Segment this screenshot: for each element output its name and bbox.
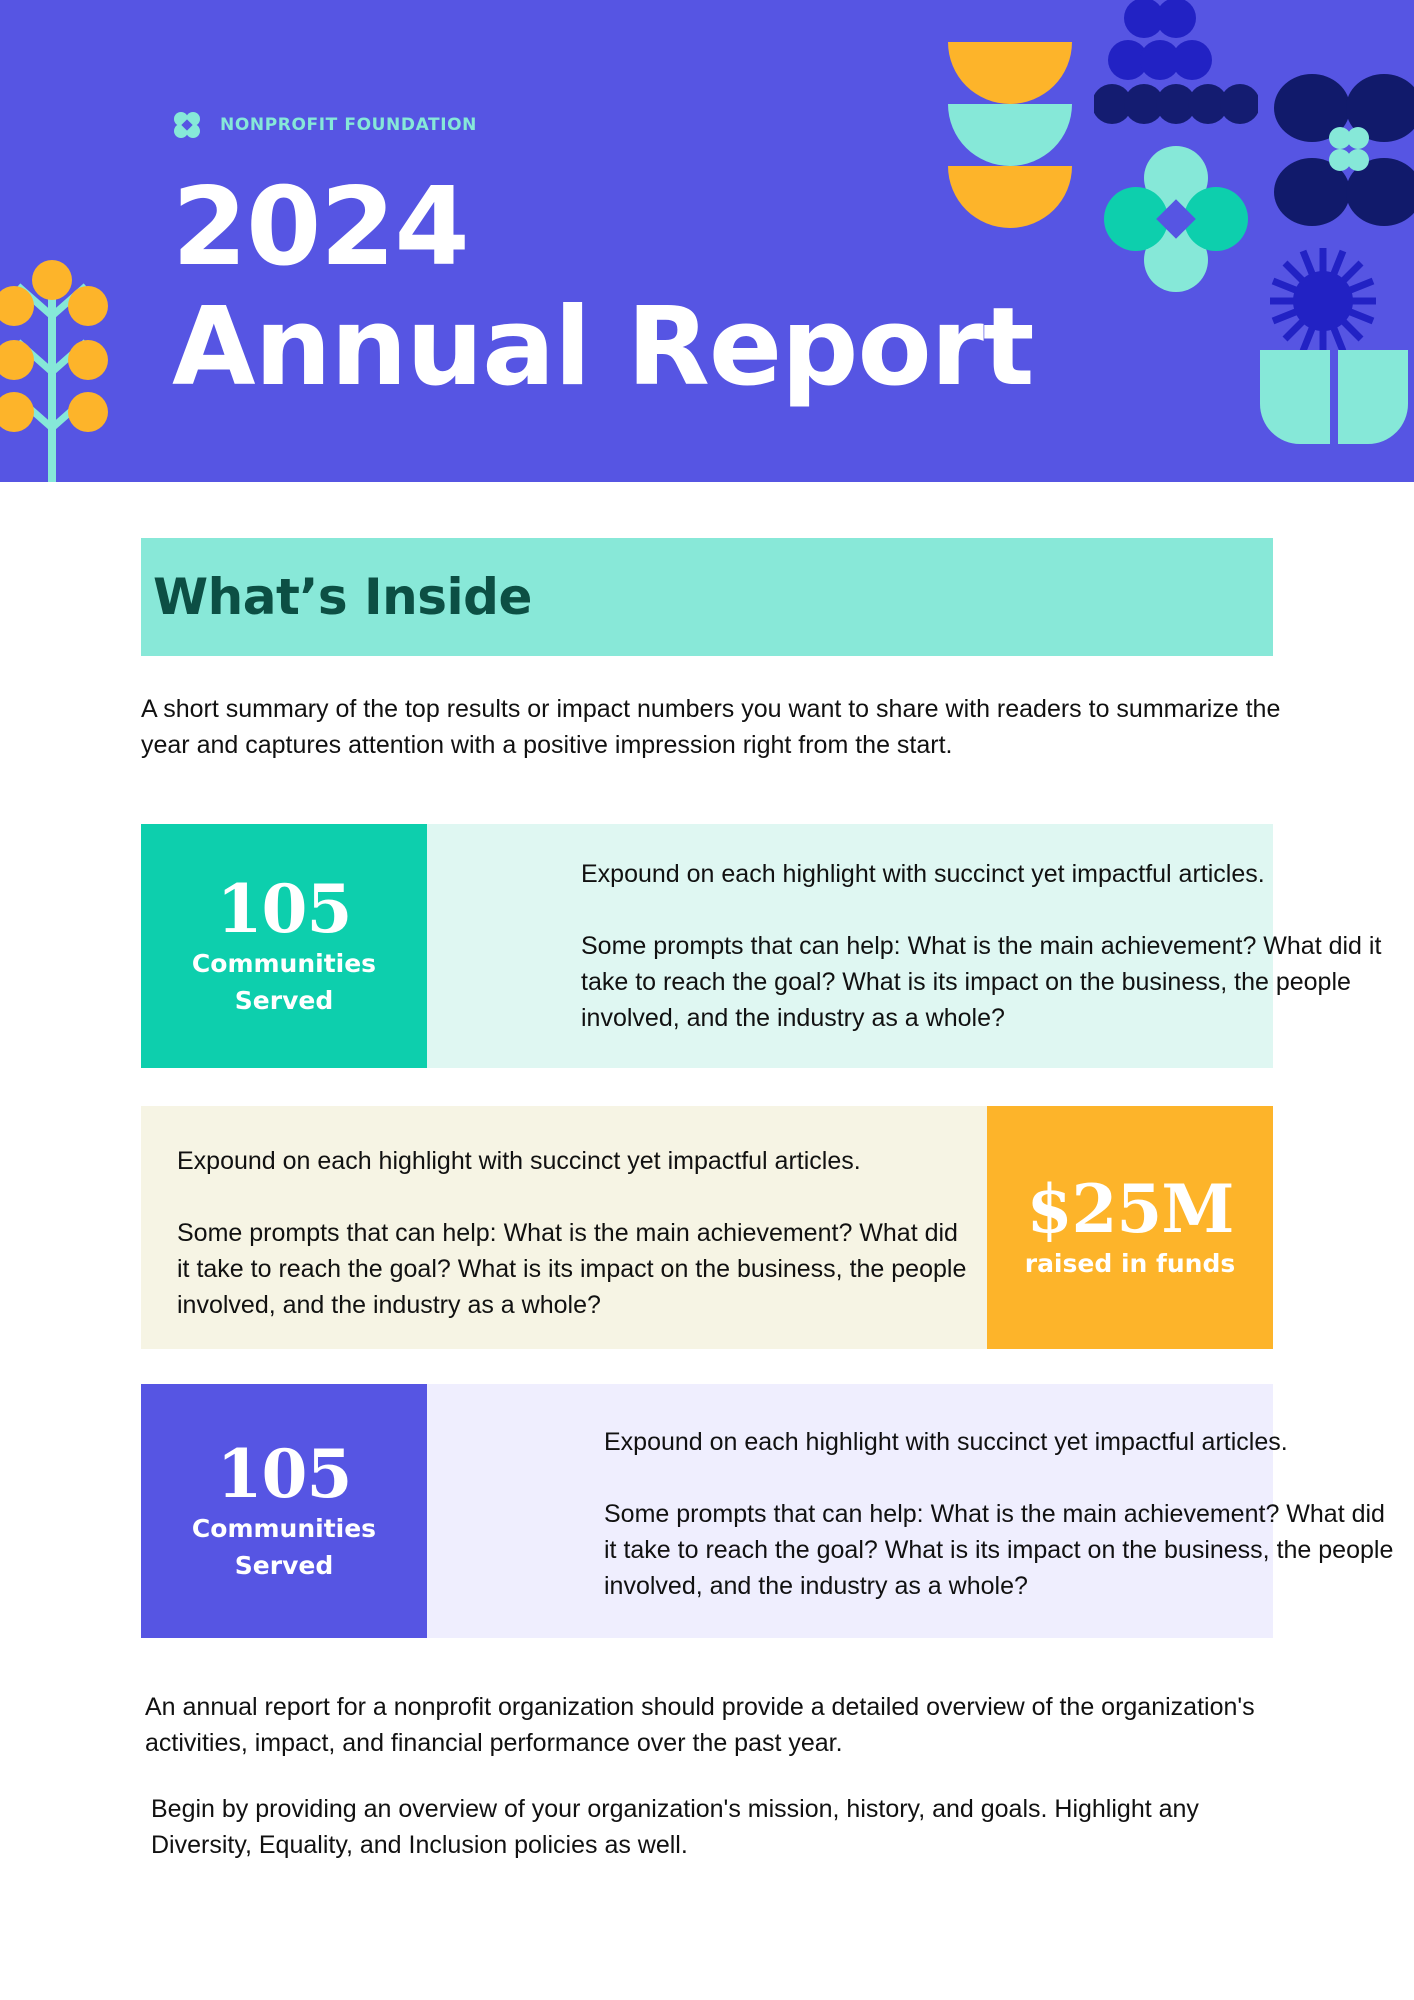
highlight-card — [141, 824, 1382, 1068]
closing-paragraph: An annual report for a nonprofit organization should provide a detailed overview of the organization's activities, impact, and financial performance over the past year. — [145, 1693, 1255, 1757]
stat-block — [141, 1384, 427, 1638]
whats-inside-header — [141, 538, 1273, 656]
stat-block — [141, 824, 427, 1068]
stat-value: $25M — [1026, 1170, 1234, 1248]
half-circles-icon — [946, 40, 1074, 230]
header-banner — [0, 0, 1414, 482]
highlight-prompts: Some prompts that can help: What is the main achievement? What did it take to reach the goal? What is its impact on the business, the people involved, and the industry as a whole? — [604, 1500, 1394, 1600]
highlight-lead: Expound on each highlight with succinct yet impactful articles. — [604, 1428, 1288, 1456]
report-title-year: 2024 — [172, 165, 469, 290]
stat-block — [987, 1106, 1273, 1349]
whats-inside-heading: What’s Inside — [153, 568, 532, 626]
stat-label: Communities — [191, 1514, 377, 1543]
stat-label: Served — [234, 1551, 334, 1580]
summary-paragraph: A short summary of the top results or impact numbers you want to share with readers to summarize the year and captures attention with a positive impression right from the start. — [141, 695, 1281, 759]
leaf-pair-icon — [1260, 350, 1408, 444]
berry-branch-icon — [0, 256, 110, 482]
stat-label: Communities — [191, 949, 377, 978]
highlight-prompts: Some prompts that can help: What is the main achievement? What did it take to reach the goal? What is its impact on the business, the people involved, and the industry as a whole? — [581, 932, 1382, 1032]
wave-pattern-icon — [1094, 0, 1258, 126]
highlight-card — [141, 1106, 1273, 1349]
clover-icon — [1274, 72, 1414, 228]
highlight-body — [427, 824, 1382, 1068]
organization-name: NONPROFIT FOUNDATION — [220, 115, 478, 135]
highlight-body — [141, 1106, 987, 1349]
report-title — [172, 165, 1034, 410]
highlight-lead: Expound on each highlight with succinct yet impactful articles. — [581, 860, 1265, 888]
four-leaf-icon — [1098, 140, 1254, 298]
stat-value: 105 — [216, 1435, 352, 1513]
stat-label: raised in funds — [1024, 1249, 1236, 1278]
highlight-lead: Expound on each highlight with succinct yet impactful articles. — [177, 1147, 861, 1175]
highlight-card — [141, 1384, 1394, 1638]
stat-label: Served — [234, 986, 334, 1015]
highlight-prompts: Some prompts that can help: What is the main achievement? What did it take to reach the goal? What is its impact on the business, the people involved, and the industry as a whole? — [177, 1219, 967, 1319]
closing-paragraph: Begin by providing an overview of your organization's mission, history, and goals. Highlight any Diversity, Equality, and Inclusion policies as well. — [151, 1795, 1199, 1859]
brand — [172, 110, 477, 140]
report-title-main: Annual Report — [172, 285, 1034, 410]
highlight-body — [427, 1384, 1394, 1638]
clover-logo-icon — [172, 110, 202, 140]
stat-value: 105 — [216, 870, 352, 948]
sunburst-icon — [1268, 246, 1378, 356]
